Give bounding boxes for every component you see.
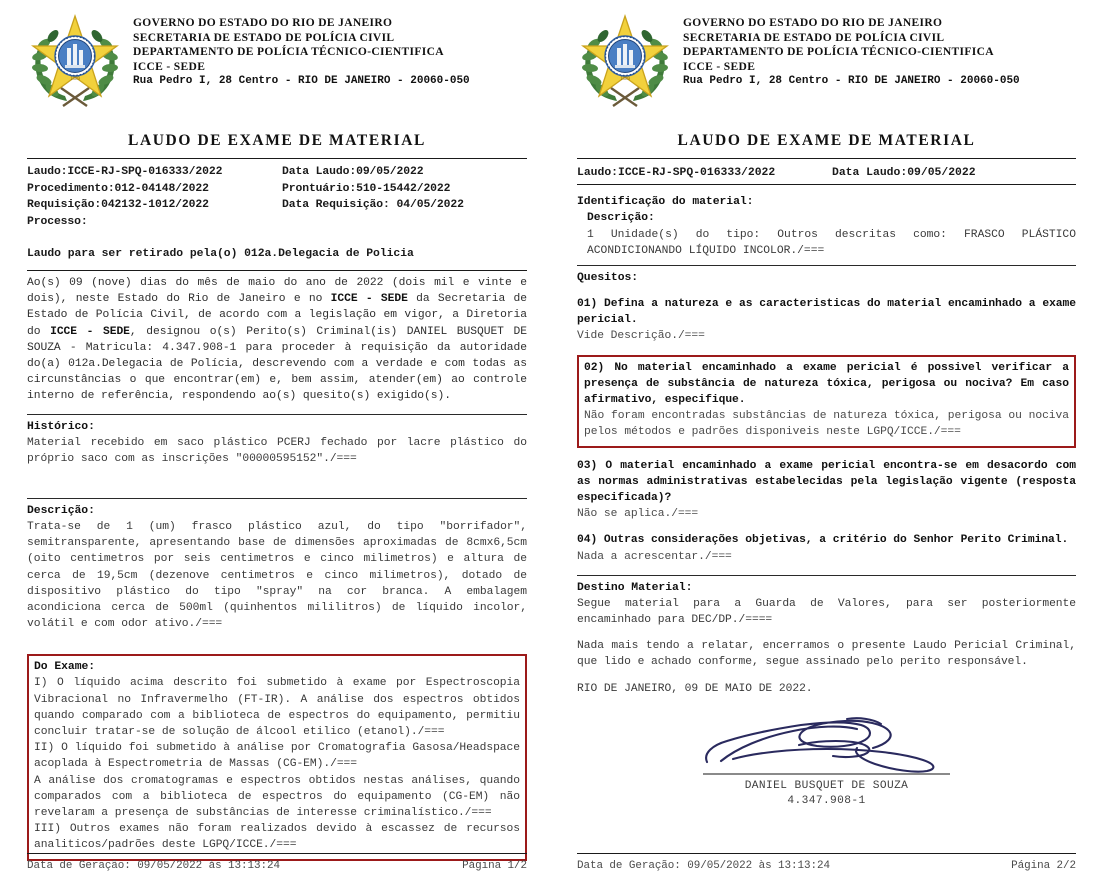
quesito-item-highlighted — [577, 355, 1076, 448]
quesito-question: 03) O material encaminhado a exame pericial encontra-se em desacordo com as normas administrativas estabelecidas pela legislação vigente (resposta especificada)? — [577, 459, 1076, 504]
meta-data-requisicao: Data Requisição: 04/05/2022 — [282, 199, 464, 211]
quesito-answer: Vide Descrição./=== — [577, 330, 705, 343]
generation-date: Data de Geração: 09/05/2022 às 13:13:24 — [27, 860, 280, 872]
org-line-1: GOVERNO DO ESTADO DO RIO DE JANEIRO — [133, 17, 393, 29]
svg-text:1889: 1889 — [620, 77, 630, 82]
meta-laudo: Laudo:ICCE-RJ-SPQ-016333/2022 — [577, 167, 776, 179]
quesito-item — [577, 296, 1076, 345]
quesito-answer: Não foram encontradas substâncias de natureza tóxica, perigosa ou nociva pelos métodos e padrões disponiveis neste LGPQ/ICCE./=== — [584, 410, 1069, 439]
document-meta — [27, 163, 527, 230]
historico-heading: Histórico: — [27, 420, 95, 433]
quesito-item — [577, 458, 1076, 523]
historico-section — [27, 414, 527, 467]
identificacao-heading: Identificação do material: — [577, 196, 754, 208]
divider — [577, 853, 1076, 854]
preamble-part-3: , designou o(s) Perito(s) Criminal(is) DANIEL BUSQUET DE SOUZA - Matricula: 4.347.908-1 para proceder à requisição da autoridade do(a) 012a.Delegacia de Polícia, descrevendo com a verdade e com todas as circunstâncias o que encontrar(em) e, bem assim, atender(em) ao controle interno de referência, respondendo ao(s) quesito(s) exigido(s). — [27, 325, 527, 403]
letterhead — [577, 10, 1076, 118]
meta-data-laudo: Data Laudo:09/05/2022 — [832, 167, 976, 179]
document-page-2 — [547, 0, 1094, 884]
divider — [27, 498, 527, 499]
organization-heading — [683, 10, 1078, 89]
preamble-part-1: Ao(s) 09 (nove) dias do mês de maio do ano de 2022 (dois mil e vinte e dois), neste Estado do Rio de Janeiro e no — [27, 277, 527, 306]
page-title: LAUDO DE EXAME DE MATERIAL — [677, 132, 976, 149]
meta-prontuario: Prontuário:510-15442/2022 — [282, 182, 451, 195]
page-title: LAUDO DE EXAME DE MATERIAL — [128, 132, 426, 149]
identificacao-section — [577, 194, 1076, 259]
quesito-item — [577, 532, 1076, 564]
org-address: Rua Pedro I, 28 Centro - RIO DE JANEIRO - 20060-050 — [683, 75, 1020, 88]
divider — [577, 575, 1076, 576]
quesito-question: 01) Defina a natureza e as caracteristicas do material encaminhado a exame pericial. — [577, 297, 1076, 327]
signature-line — [703, 773, 950, 775]
place-and-date: RIO DE JANEIRO, 09 DE MAIO DE 2022. — [577, 682, 813, 695]
signature-image — [697, 715, 957, 773]
divider — [577, 158, 1076, 159]
quesito-question: 04) Outras considerações objetivas, a critério do Senhor Perito Criminal. — [577, 534, 1069, 547]
closing-paragraph: Nada mais tendo a relatar, encerramos o presente Laudo Pericial Criminal, que lido e achado conforme, segue assinado pelo perito responsável. — [577, 640, 1076, 669]
quesitos-heading: Quesitos: — [577, 271, 639, 284]
historico-body: Material recebido em saco plástico PCERJ fechado por lacre plástico do próprio saco com as inscrições "00000595152"./=== — [27, 436, 527, 465]
do-exame-highlight-box — [27, 654, 527, 860]
do-exame-heading: Do Exame: — [34, 661, 96, 674]
destino-heading: Destino Material: — [577, 581, 693, 594]
organization-heading — [133, 10, 533, 89]
do-exame-item-3: III) Outros exames não foram realizados devido à escassez de recursos analiticos/padrões deste LGPQ/ICCE./=== — [34, 823, 520, 852]
org-line-3: DEPARTAMENTO DE POLÍCIA TÉCNICO-CIENTIFICA — [683, 46, 994, 59]
descricao-body: Trata-se de 1 (um) frasco plástico azul, do tipo "borrifador", semitransparente, apresentando base de dimensões aproximadas de 8cmx6,5cm (oito centimetros por seis centimetros e cinco milimetros) e altura de cerca de 19,5cm (dezenove centimetros e cinco milimetros), dotado de dispositivo plástico do tipo "spray" na cor branca. A embalagem acondiciona cerca de 500ml (quinhentos mililitros) de líquido incolor, volátil e com odor ativo./=== — [27, 521, 527, 631]
page-2-footer — [577, 853, 1076, 872]
letterhead — [27, 10, 527, 118]
divider — [27, 414, 527, 415]
identificacao-sub-heading: Descrição: — [587, 212, 655, 224]
quesito-answer: Nada a acrescentar./=== — [577, 550, 732, 563]
descricao-section — [27, 498, 527, 632]
org-line-4: ICCE - SEDE — [133, 60, 206, 73]
divider — [27, 158, 527, 159]
divider — [577, 184, 1076, 185]
meta-laudo: Laudo:ICCE-RJ-SPQ-016333/2022 — [27, 166, 223, 178]
generation-date: Data de Geração: 09/05/2022 às 13:13:24 — [577, 860, 830, 872]
org-line-2: SECRETARIA DE ESTADO DE POLÍCIA CIVIL — [133, 31, 395, 44]
quesito-question: 02) No material encaminhado a exame pericial é possivel verificar a presença de substância de natureza tóxica, perigosa ou nociva? Em caso afirmativo, especifique. — [584, 361, 1069, 406]
meta-procedimento: Procedimento:012-04148/2022 — [27, 182, 209, 195]
signatory-name: DANIEL BUSQUET DE SOUZA — [744, 779, 909, 792]
org-line-1: GOVERNO DO ESTADO DO RIO DE JANEIRO — [683, 17, 943, 29]
svg-text:1889: 1889 — [70, 77, 80, 82]
do-exame-item-2: II) O líquido foi submetido à análise por Cromatografia Gasosa/Headspace acoplada à Espectrometria de Massas (CG-EM)./=== — [34, 742, 520, 771]
org-line-4: ICCE - SEDE — [683, 60, 756, 73]
pickup-notice: Laudo para ser retirado pela(o) 012a.Delegacia de Policia — [27, 248, 414, 260]
identificacao-body: 1 Unidade(s) do tipo: Outros descritas como: FRASCO PLÁSTICO ACONDICIONANDO LÍQUIDO INCOLOR./=== — [587, 228, 1076, 257]
meta-data-laudo: Data Laudo:09/05/2022 — [282, 166, 424, 178]
meta-requisicao: Requisição:042132-1012/2022 — [27, 199, 209, 211]
destino-body: Segue material para a Guarda de Valores, para ser posteriormente encaminhado para DEC/DP./==== — [577, 597, 1076, 626]
quesito-answer: Não se aplica./=== — [577, 508, 699, 521]
descricao-heading: Descrição: — [27, 505, 95, 518]
divider — [27, 853, 527, 854]
preamble-bold-1: ICCE - SEDE — [330, 293, 408, 306]
page-number: Página 1/2 — [462, 860, 527, 872]
org-line-3: DEPARTAMENTO DE POLÍCIA TÉCNICO-CIENTIFICA — [133, 46, 444, 59]
do-exame-item-1: I) O líquido acima descrito foi submetido à exame por Espectroscopia Vibracional no Infravermelho (FT-IR). A análise dos espectros obtidos quando comparado com a biblioteca de espectros do equipamento, permitiu concluir tratar-se de solução de álcool etilico (etanol)./=== — [34, 677, 520, 739]
page-1-footer — [27, 853, 527, 872]
do-exame-item-2b: A análise dos cromatogramas e espectros obtidos nestas análises, quando comparados com a biblioteca de espectros do equipamento (CG-EM) não revelaram a presença de substâncias de interesse criminalístico./=== — [34, 774, 520, 820]
coat-of-arms-icon — [27, 10, 123, 110]
org-address: Rua Pedro I, 28 Centro - RIO DE JANEIRO - 20060-050 — [133, 75, 470, 88]
preamble-part-2: da Secretaria de Estado de Polícia Civil, de acordo com a legislação em vigor, a Diretoria do — [27, 293, 527, 338]
signature-block — [577, 715, 1076, 809]
preamble-bold-2: ICCE - SEDE — [50, 325, 130, 338]
coat-of-arms-icon — [577, 10, 673, 110]
org-line-2: SECRETARIA DE ESTADO DE POLÍCIA CIVIL — [683, 31, 945, 44]
divider — [27, 270, 527, 271]
signatory-registration: 4.347.908-1 — [787, 794, 866, 807]
document-meta — [577, 163, 1076, 184]
preamble-paragraph — [27, 275, 527, 405]
page-number: Página 2/2 — [1011, 860, 1076, 872]
meta-processo: Processo: — [27, 215, 88, 228]
divider — [577, 265, 1076, 266]
